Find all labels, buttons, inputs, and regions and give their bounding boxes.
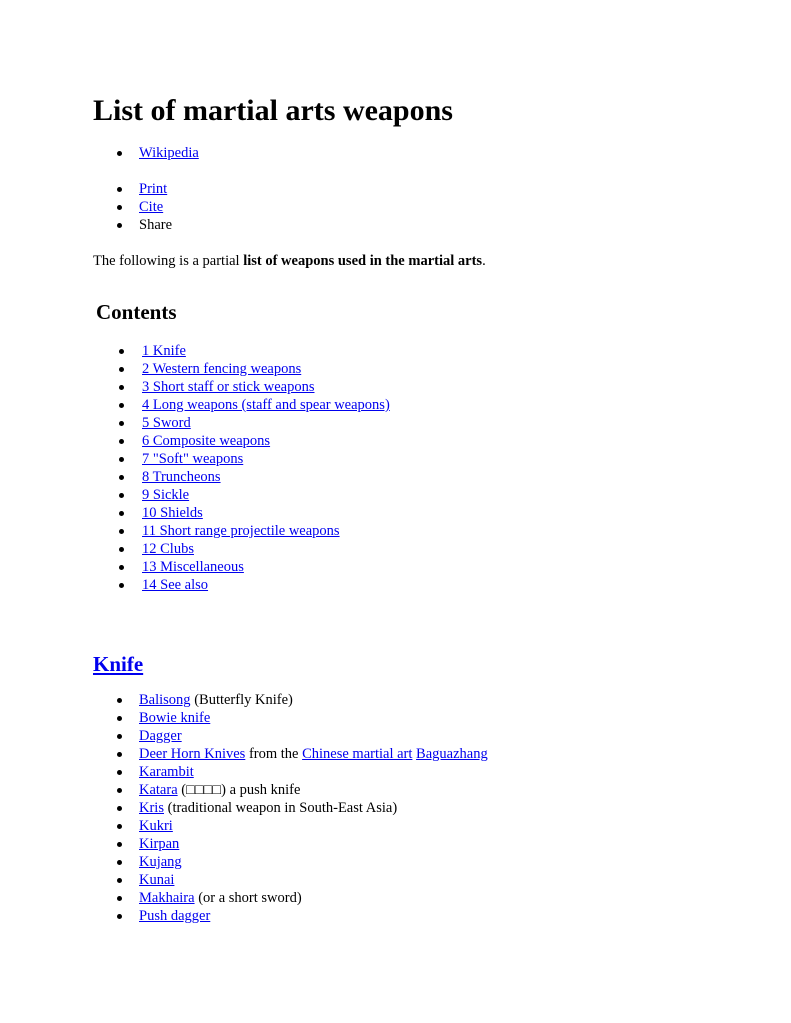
weapon-link[interactable]: Deer Horn Knives xyxy=(139,746,246,762)
list-item xyxy=(93,799,753,817)
toc-item xyxy=(93,378,753,396)
toc-item xyxy=(93,486,753,504)
toc-item xyxy=(93,396,753,414)
list-item xyxy=(93,180,753,198)
weapon-link[interactable]: Makhaira xyxy=(139,890,195,906)
list-item xyxy=(93,727,753,745)
toc-link[interactable]: 12 Clubs xyxy=(142,541,194,557)
toc-item xyxy=(93,504,753,522)
list-item xyxy=(93,709,753,727)
toc-link[interactable]: 8 Truncheons xyxy=(142,469,221,485)
knife-list xyxy=(93,691,753,925)
toc-list xyxy=(93,342,753,594)
intro-paragraph xyxy=(93,252,753,270)
weapon-link[interactable]: Kris xyxy=(139,800,164,816)
weapon-description: from the xyxy=(245,746,303,762)
toc-item xyxy=(93,414,753,432)
weapon-link[interactable]: Bowie knife xyxy=(139,710,211,726)
related-link[interactable]: Baguazhang xyxy=(416,746,488,762)
weapon-link[interactable]: Katara xyxy=(139,782,178,798)
toc-item xyxy=(93,360,753,378)
print-link[interactable]: Print xyxy=(139,181,168,197)
list-item xyxy=(93,763,753,781)
section-heading-knife xyxy=(93,651,753,677)
toc-item xyxy=(93,576,753,594)
list-item xyxy=(93,781,753,799)
intro-bold: list of weapons used in the martial arts xyxy=(243,253,483,269)
toc-link[interactable]: 13 Miscellaneous xyxy=(142,559,244,575)
related-link[interactable]: Chinese martial art xyxy=(302,746,413,762)
list-item xyxy=(93,198,753,216)
toc-link[interactable]: 9 Sickle xyxy=(142,487,190,503)
toc-link[interactable]: 3 Short staff or stick weapons xyxy=(142,379,315,395)
weapon-link[interactable]: Kujang xyxy=(139,854,182,870)
weapon-description: (or a short sword) xyxy=(194,890,302,906)
weapon-link[interactable]: Kunai xyxy=(139,872,175,888)
intro-suffix: . xyxy=(482,253,486,269)
cite-link[interactable]: Cite xyxy=(139,199,164,215)
toc-title: Contents xyxy=(96,300,177,324)
toc-link[interactable]: 2 Western fencing weapons xyxy=(142,361,302,377)
list-item xyxy=(93,691,753,709)
weapon-link[interactable]: Balisong xyxy=(139,692,191,708)
share-label: Share xyxy=(139,217,173,233)
list-item xyxy=(93,745,753,763)
toc-item xyxy=(93,450,753,468)
toc-link[interactable]: 11 Short range projectile weapons xyxy=(142,523,340,539)
intro-prefix: The following is a partial xyxy=(93,253,244,269)
page-title: List of martial arts weapons xyxy=(93,94,453,127)
article xyxy=(93,92,753,925)
list-item xyxy=(93,216,753,234)
list-item xyxy=(93,853,753,871)
toc-link[interactable]: 4 Long weapons (staff and spear weapons) xyxy=(142,397,390,413)
list-item xyxy=(93,835,753,853)
toc-item xyxy=(93,522,753,540)
toc-item xyxy=(93,468,753,486)
site-links-list xyxy=(93,144,753,162)
list-item xyxy=(93,144,753,162)
weapon-link[interactable]: Push dagger xyxy=(139,908,211,924)
weapon-link[interactable]: Kukri xyxy=(139,818,173,834)
list-item xyxy=(93,889,753,907)
weapon-description: (□□□□) a push knife xyxy=(177,782,301,798)
toc-item xyxy=(93,558,753,576)
toc-item xyxy=(93,432,753,450)
toc-link[interactable]: 14 See also xyxy=(142,577,209,593)
tools-list xyxy=(93,180,753,234)
list-item xyxy=(93,907,753,925)
toc-link[interactable]: 5 Sword xyxy=(142,415,191,431)
toc-link[interactable]: 6 Composite weapons xyxy=(142,433,271,449)
list-item xyxy=(93,871,753,889)
toc-link[interactable]: 10 Shields xyxy=(142,505,203,521)
toc-link[interactable]: 1 Knife xyxy=(142,343,186,359)
weapon-description: (Butterfly Knife) xyxy=(190,692,293,708)
knife-heading-link[interactable]: Knife xyxy=(93,652,144,676)
weapon-link[interactable]: Dagger xyxy=(139,728,182,744)
wikipedia-link[interactable]: Wikipedia xyxy=(139,145,199,161)
weapon-description: (traditional weapon in South-East Asia) xyxy=(163,800,398,816)
toc-item xyxy=(93,342,753,360)
toc-item xyxy=(93,540,753,558)
list-item xyxy=(93,817,753,835)
weapon-link[interactable]: Kirpan xyxy=(139,836,180,852)
toc-link[interactable]: 7 "Soft" weapons xyxy=(142,451,244,467)
weapon-link[interactable]: Karambit xyxy=(139,764,194,780)
